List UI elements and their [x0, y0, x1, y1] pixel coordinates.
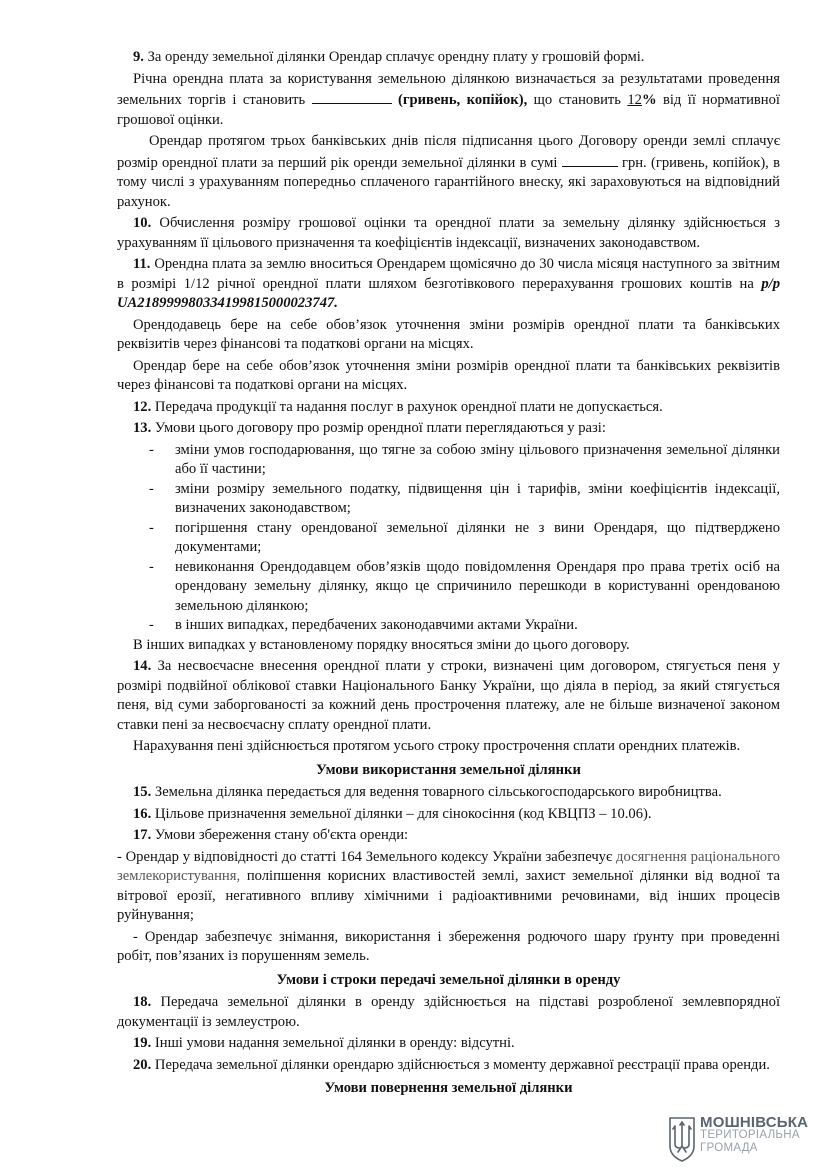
clause-16: 16. Цільове призначення земельної ділянки – для сінокосіння (код КВЦПЗ – 10.06).: [133, 805, 652, 822]
clause-14-penalty: Нарахування пені здійснюється протягом усього строку прострочення сплати орендних платежів.: [133, 738, 741, 754]
logo-title: МОШНІВСЬКА: [700, 1114, 809, 1131]
clause-13: 13. Умови цього договору про розмір орендної плати переглядаються у разі:: [133, 420, 606, 436]
clause-18: 18. Передача земельної ділянки в оренду здійснюється на підставі розробленої землевпорядної документації із землеустрою.: [117, 994, 780, 1030]
clause-12: 12. Передача продукції та надання послуг в рахунок орендної плати не допускається.: [133, 398, 663, 415]
clause-17: 17. Умови збереження стану об'єкта оренди:: [133, 827, 409, 843]
clause-9-rent-amount: Річна орендна плата за користування земельною ділянкою визначається за результатами проведення земельних торгів і становить (гривень, копійок), що становить 12% від її нормативної грошової оцінки.: [117, 70, 780, 128]
clause-number: 9.: [133, 49, 144, 65]
clause-11-lessor-duty: Орендодавець бере на себе обов’язок уточнення зміни розмірів орендної плати та банківських реквізитів через фінансові та податкові органи на місцях.: [117, 316, 780, 352]
list-item: - зміни розміру земельного податку, підвищення цін і тарифів, зміни коефіцієнтів індексації, визначених законодавством;: [175, 480, 780, 519]
clause-15: 15. Земельна ділянка передається для ведення товарного сільськогосподарського виробництва.: [133, 784, 722, 800]
logo-subtitle: ГРОМАДА: [700, 1142, 758, 1154]
clause-9-first-payment: Орендар протягом трьох банківських днів після підписання цього Договору оренди землі сплачує розмір орендної плати за перший рік оренди земельної ділянки в сумі грн. (гривень, копійок), в тому числі з урахуванням попередньо сплаченого гарантійного внеску, які зараховуються на відповідний рахунок.: [117, 133, 780, 210]
blank-sum-field: [562, 152, 618, 167]
section-heading: Умови використання земельної ділянки: [316, 761, 581, 778]
clause-11-lessee-duty: Орендар бере на себе обов’язок уточнення зміни розмірів орендної плати та банківських реквізитів через фінансові та податкові органи на місцях.: [117, 357, 780, 393]
clause-13-after: В інших випадках у встановленому порядку вносяться зміни до цього договору.: [133, 636, 630, 653]
list-item: - в інших випадках, передбачених законодавчими актами України.: [175, 616, 780, 636]
list-item: - погіршення стану орендованої земельної ділянки не з вини Орендаря, що підтверджено документами;: [175, 519, 780, 558]
clause-10: 10. Обчислення розміру грошової оцінки та орендної плати за земельну ділянку здійснюється з урахуванням її цільового призначення та коефіцієнтів індексації, визначених законодавством.: [117, 215, 780, 251]
clause-20: 20. Передача земельної ділянки орендарю здійснюється з моменту державної реєстрації права оренди.: [133, 1056, 770, 1073]
section-heading: Умови і строки передачі земельної ділянки в оренду: [276, 971, 621, 988]
list-item: - невиконання Орендодавцем обов’язків щодо повідомлення Орендаря про права третіх осіб на орендовану земельну ділянку, якщо це спричинило перешкоди в користуванні орендованою земельною ділянкою;: [175, 558, 780, 617]
clause-14: 14. За несвоєчасне внесення орендної плати у строки, визначені цим договором, стягується пеня у розмірі подвійної облікової ставки Національного Банку України, що діяла в період, за який стягується пеня, від суми заборгованості за кожний день прострочення платежу, але не більше визначеної законом ставки пені за несвоєчасну сплату орендної плати.: [117, 658, 780, 733]
clause-17-bullet-2: - Орендар забезпечує знімання, використання і збереження родючого шару ґрунту при проведенні робіт, пов’язаних із порушенням земель.: [117, 928, 780, 964]
community-logo: [668, 1116, 808, 1162]
logo-subtitle: ТЕРИТОРІАЛЬНА: [700, 1129, 800, 1141]
clause-17-bullet-1: - Орендар у відповідності до статті 164 Земельного кодексу України забезпечує досягнення раціонального землекористування, поліпшення корисних властивостей землі, захист земельної ділянки від водної та вітрової ерозії, негативного впливу хімічними і радіоактивними речовинами, від інших процесів руйнування;: [117, 848, 780, 923]
blank-amount-field: [312, 89, 392, 104]
section-heading: Умови повернення земельної ділянки: [324, 1080, 573, 1096]
clause-19: 19. Інші умови надання земельної ділянки в оренду: відсутні.: [133, 1035, 515, 1051]
trident-coat-of-arms-icon: [668, 1116, 696, 1162]
list-item: - зміни умов господарювання, що тягне за собою зміну цільового призначення земельної ділянки або її частини;: [175, 441, 780, 480]
bank-account: р/р UA218999980334199815000023747.: [117, 275, 780, 311]
clause-11: 11. Орендна плата за землю вноситься Орендарем щомісячно до 30 числа місяця наступного за звітним в розмірі 1/12 річної орендної плати шляхом безготівкового перерахування грошових коштів на р/р UA218999980334199815000023747.: [117, 256, 780, 311]
percent-value: 12: [627, 92, 642, 108]
document-page: [117, 48, 780, 1102]
clause-9: 9. За оренду земельної ділянки Орендар сплачує орендну плату у грошовій формі.: [133, 49, 645, 65]
clause-13-list: [117, 441, 780, 636]
